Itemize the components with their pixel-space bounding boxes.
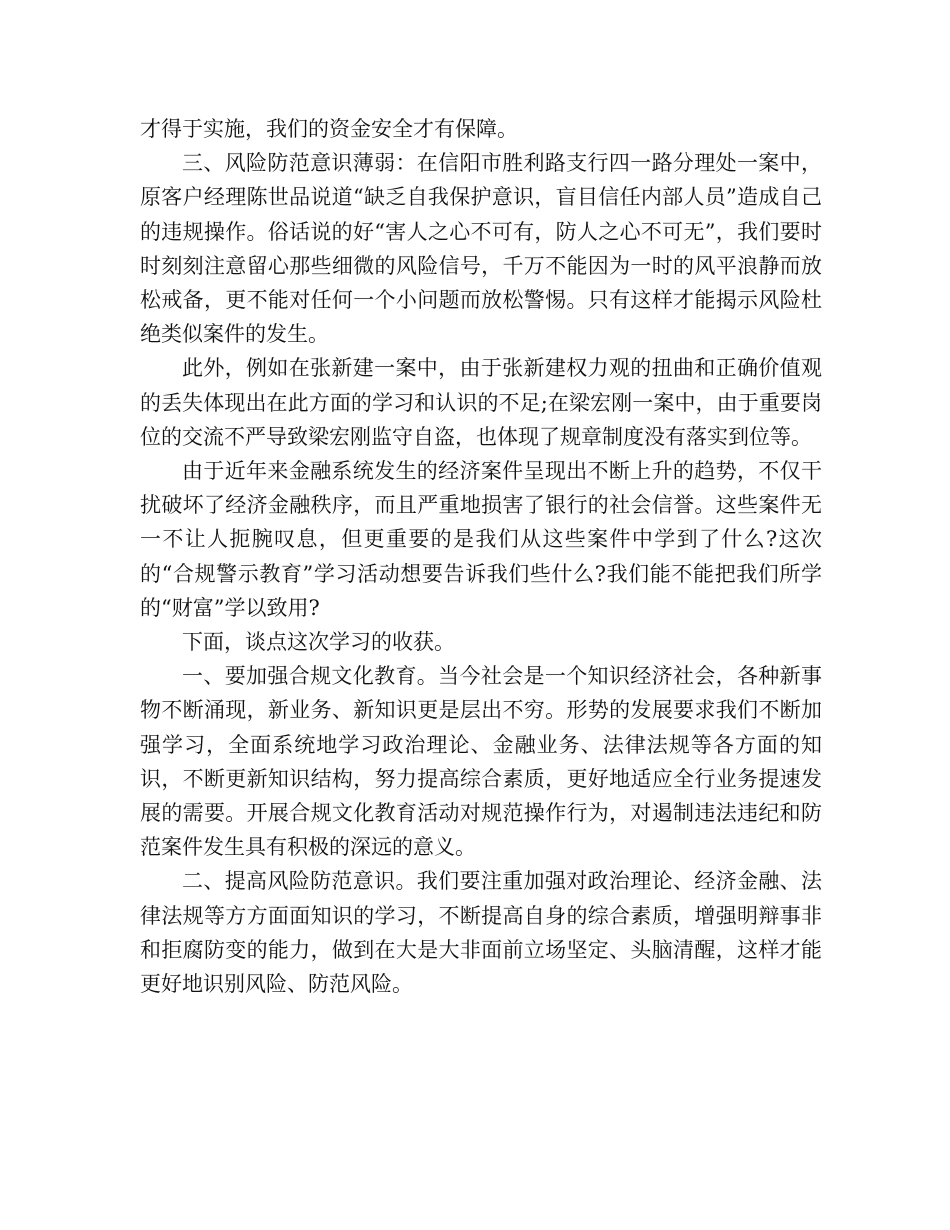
document-body [140,112,822,1001]
paragraph-3: 此外，例如在张新建一案中，由于张新建权力观的扭曲和正确价值观的丢失体现出在此方面的学习和认识的不足;在梁宏刚一案中，由于重要岗位的交流不严导致梁宏刚监守自盗，也体现了规章制度没有落实到位等。 [140,356,822,449]
paragraph-6: 一、要加强合规文化教育。当今社会是一个知识经济社会，各种新事物不断涌现，新业务、新知识更是层出不穷。形势的发展要求我们不断加强学习，全面系统地学习政治理论、金融业务、法律法规等各方面的知识，不断更新知识结构，努力提高综合素质，更好地适应全行业务提速发展的需要。开展合规文化教育活动对规范操作行为，对遏制违法违纪和防范案件发生具有积极的深远的意义。 [140,664,822,860]
paragraph-5: 下面，谈点这次学习的收获。 [182,630,455,655]
paragraph-4: 由于近年来金融系统发生的经济案件呈现出不断上升的趋势，不仅干扰破坏了经济金融秩序，而且严重地损害了银行的社会信誉。这些案件无一不让人扼腕叹息，但更重要的是我们从这些案件中学到了什么?这次的“合规警示教育”学习活动想要告诉我们些什么?我们能不能把我们所学的“财富”学以致用? [140,459,822,620]
paragraph-1: 才得于实施，我们的资金安全才有保障。 [140,117,518,141]
paragraph-2: 三、风险防范意识薄弱：在信阳市胜利路支行四一路分理处一案中，原客户经理陈世品说道“缺乏自我保护意识，盲目信任内部人员”造成自己的违规操作。俗话说的好“害人之心不可有，防人之心不可无”，我们要时时刻刻注意留心那些细微的风险信号，千万不能因为一时的风平浪静而放松戒备，更不能对任何一个小问题而放松警惕。只有这样才能揭示风险杜绝类似案件的发生。 [140,151,822,347]
paragraph-7: 二、提高风险防范意识。我们要注重加强对政治理论、经济金融、法律法规等方方面面知识的学习，不断提高自身的综合素质，增强明辩事非和拒腐防变的能力，做到在大是大非面前立场坚定、头脑清醒，这样才能更好地识别风险、防范风险。 [140,869,822,997]
